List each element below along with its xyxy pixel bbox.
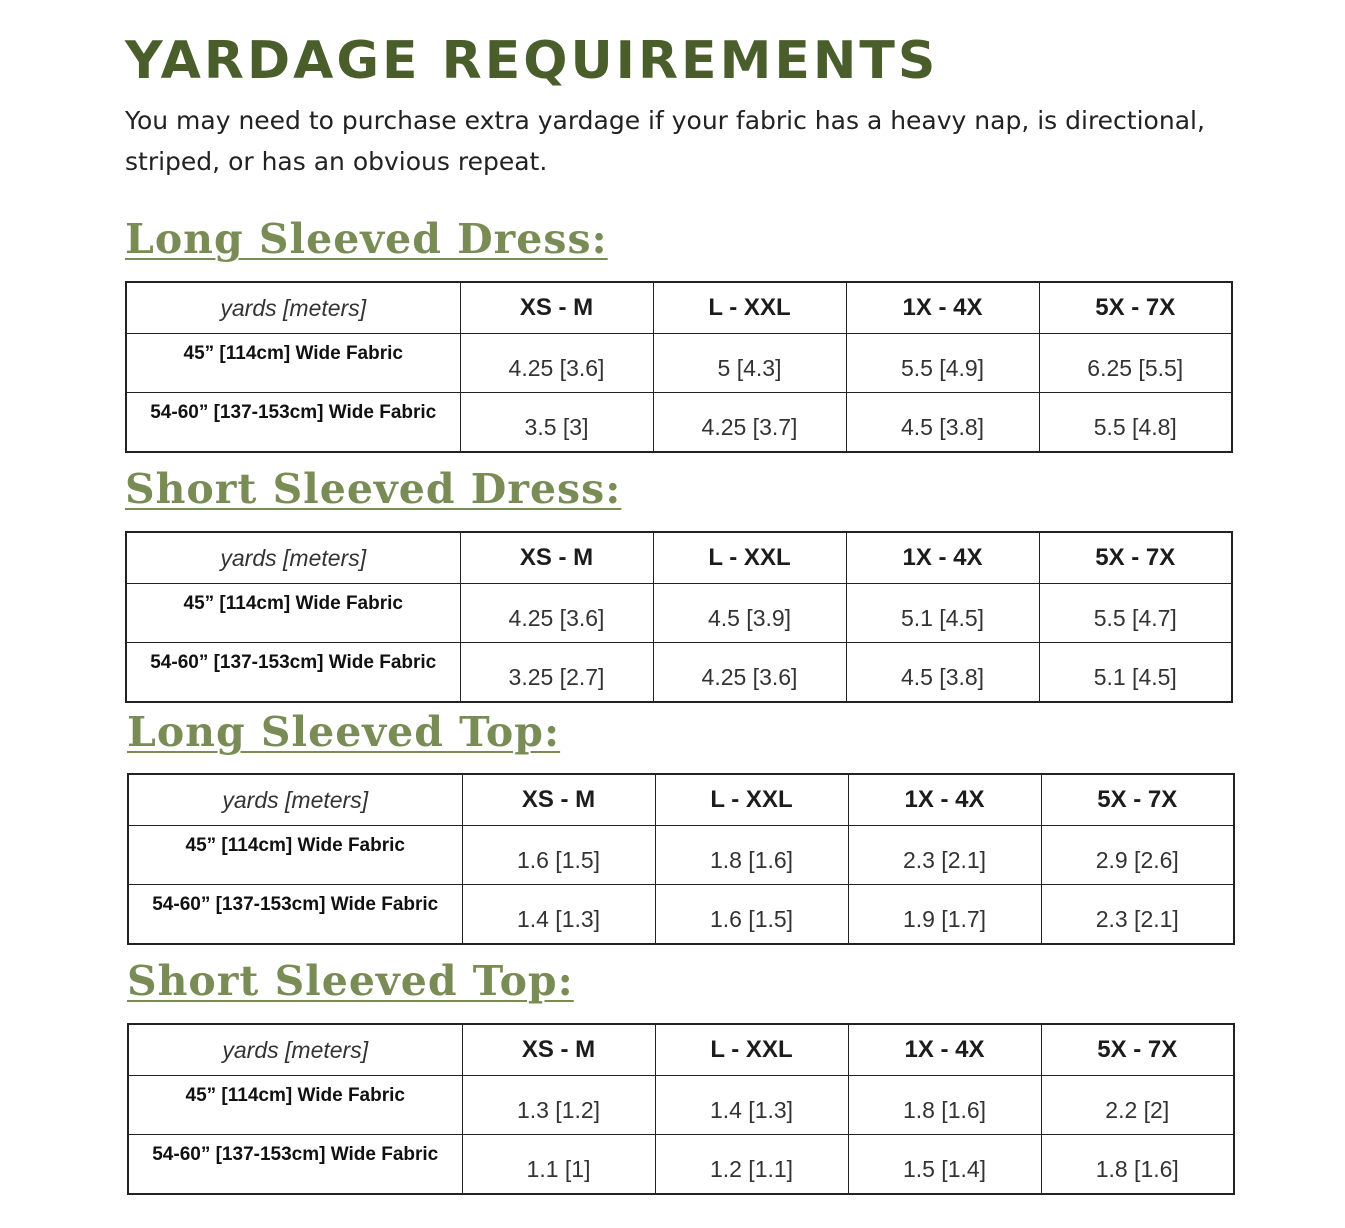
yardage-cell: 4.25 [3.6] <box>460 334 653 393</box>
size-header-xs-m: XS - M <box>460 282 653 334</box>
yardage-cell: 1.6 [1.5] <box>655 885 848 945</box>
yardage-cell: 2.3 [2.1] <box>1041 885 1234 945</box>
yardage-cell: 1.5 [1.4] <box>848 1135 1041 1195</box>
table-header-row <box>126 532 1232 584</box>
size-header-xs-m: XS - M <box>460 532 653 584</box>
section-heading-short-sleeved-dress: Short Sleeved Dress: <box>125 465 622 513</box>
section-heading-long-sleeved-top: Long Sleeved Top: <box>127 708 561 756</box>
units-header: yards [meters] <box>128 1024 462 1076</box>
size-header-1x-4x: 1X - 4X <box>846 532 1039 584</box>
yardage-cell: 2.9 [2.6] <box>1041 826 1234 885</box>
yardage-cell: 5.1 [4.5] <box>846 584 1039 643</box>
size-header-1x-4x: 1X - 4X <box>848 774 1041 826</box>
yardage-table-long-sleeved-dress <box>125 281 1233 453</box>
fabric-width-label: 54-60” [137-153cm] Wide Fabric <box>126 643 460 703</box>
yardage-cell: 1.1 [1] <box>462 1135 655 1195</box>
fabric-width-label: 45” [114cm] Wide Fabric <box>128 826 462 885</box>
yardage-cell: 1.8 [1.6] <box>1041 1135 1234 1195</box>
yardage-cell: 5.5 [4.8] <box>1039 393 1232 453</box>
units-header: yards [meters] <box>126 282 460 334</box>
yardage-cell: 6.25 [5.5] <box>1039 334 1232 393</box>
yardage-cell: 1.8 [1.6] <box>655 826 848 885</box>
size-header-l-xxl: L - XXL <box>655 774 848 826</box>
table-header-row <box>126 282 1232 334</box>
size-header-5x-7x: 5X - 7X <box>1039 282 1232 334</box>
yardage-cell: 4.5 [3.8] <box>846 643 1039 703</box>
size-header-l-xxl: L - XXL <box>653 282 846 334</box>
fabric-width-label: 45” [114cm] Wide Fabric <box>126 584 460 643</box>
yardage-cell: 4.25 [3.6] <box>460 584 653 643</box>
section-heading-short-sleeved-top: Short Sleeved Top: <box>127 957 574 1005</box>
size-header-5x-7x: 5X - 7X <box>1041 1024 1234 1076</box>
yardage-cell: 2.2 [2] <box>1041 1076 1234 1135</box>
page-title: YARDAGE REQUIREMENTS <box>125 31 939 91</box>
size-header-5x-7x: 5X - 7X <box>1041 774 1234 826</box>
table-header-row <box>128 774 1234 826</box>
table-row <box>126 584 1232 643</box>
yardage-cell: 5.5 [4.9] <box>846 334 1039 393</box>
table-row <box>128 1076 1234 1135</box>
intro-text: You may need to purchase extra yardage if your fabric has a heavy nap, is directional, striped, or has an obvious repeat. <box>125 106 1205 176</box>
fabric-width-label: 54-60” [137-153cm] Wide Fabric <box>126 393 460 453</box>
yardage-cell: 1.4 [1.3] <box>655 1076 848 1135</box>
table-row <box>128 826 1234 885</box>
yardage-table-short-sleeved-top <box>127 1023 1235 1195</box>
units-header: yards [meters] <box>126 532 460 584</box>
yardage-cell: 4.5 [3.9] <box>653 584 846 643</box>
table-row <box>128 1135 1234 1195</box>
yardage-cell: 4.5 [3.8] <box>846 393 1039 453</box>
size-header-1x-4x: 1X - 4X <box>846 282 1039 334</box>
section-heading-long-sleeved-dress: Long Sleeved Dress: <box>125 215 608 263</box>
yardage-cell: 2.3 [2.1] <box>848 826 1041 885</box>
fabric-width-label: 54-60” [137-153cm] Wide Fabric <box>128 1135 462 1195</box>
table-row <box>126 334 1232 393</box>
yardage-table-long-sleeved-top <box>127 773 1235 945</box>
yardage-cell: 5.1 [4.5] <box>1039 643 1232 703</box>
yardage-table-short-sleeved-dress <box>125 531 1233 703</box>
yardage-cell: 5 [4.3] <box>653 334 846 393</box>
yardage-cell: 3.5 [3] <box>460 393 653 453</box>
fabric-width-label: 45” [114cm] Wide Fabric <box>128 1076 462 1135</box>
size-header-5x-7x: 5X - 7X <box>1039 532 1232 584</box>
size-header-xs-m: XS - M <box>462 774 655 826</box>
size-header-xs-m: XS - M <box>462 1024 655 1076</box>
table-row <box>126 643 1232 703</box>
yardage-cell: 4.25 [3.7] <box>653 393 846 453</box>
size-header-l-xxl: L - XXL <box>655 1024 848 1076</box>
size-header-1x-4x: 1X - 4X <box>848 1024 1041 1076</box>
yardage-cell: 1.3 [1.2] <box>462 1076 655 1135</box>
table-row <box>126 393 1232 453</box>
yardage-cell: 4.25 [3.6] <box>653 643 846 703</box>
fabric-width-label: 45” [114cm] Wide Fabric <box>126 334 460 393</box>
table-row <box>128 885 1234 945</box>
yardage-cell: 1.2 [1.1] <box>655 1135 848 1195</box>
yardage-cell: 5.5 [4.7] <box>1039 584 1232 643</box>
fabric-width-label: 54-60” [137-153cm] Wide Fabric <box>128 885 462 945</box>
yardage-cell: 1.4 [1.3] <box>462 885 655 945</box>
yardage-cell: 3.25 [2.7] <box>460 643 653 703</box>
yardage-cell: 1.9 [1.7] <box>848 885 1041 945</box>
yardage-cell: 1.6 [1.5] <box>462 826 655 885</box>
units-header: yards [meters] <box>128 774 462 826</box>
yardage-cell: 1.8 [1.6] <box>848 1076 1041 1135</box>
table-header-row <box>128 1024 1234 1076</box>
size-header-l-xxl: L - XXL <box>653 532 846 584</box>
